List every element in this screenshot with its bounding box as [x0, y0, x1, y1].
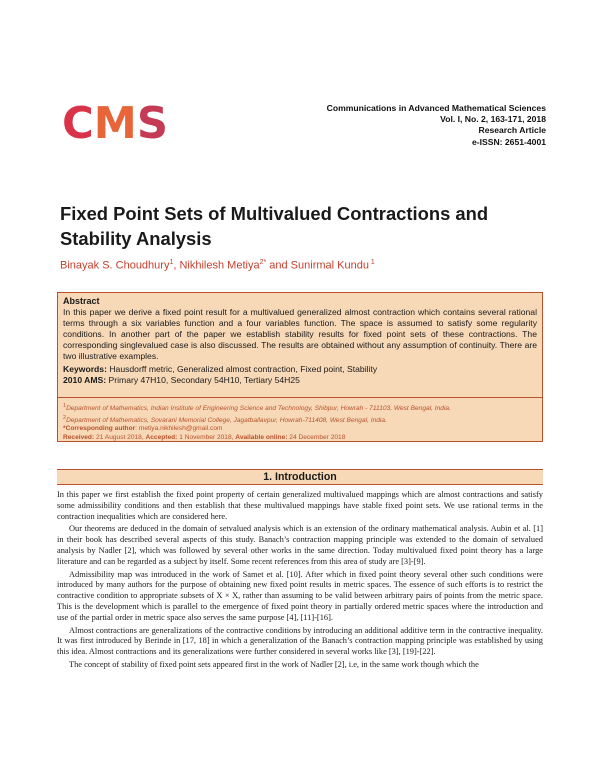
- author-affiliation-mark: 1: [169, 259, 174, 266]
- journal-info: [327, 103, 546, 148]
- abstract-divider: [58, 397, 542, 398]
- abstract-box: [57, 292, 543, 442]
- affiliation-text: Department of Mathematics, Indian Institute of Engineering Science and Technology, Shibpur, Howrah - 711103, West Bengal, India.: [66, 405, 451, 413]
- paper-title: Fixed Point Sets of Multivalued Contractions and Stability Analysis: [60, 203, 489, 249]
- ams-value: Primary 47H10, Secondary 54H10, Tertiary 54H25: [108, 375, 300, 385]
- logo-letter: C: [62, 100, 95, 144]
- section-heading: 1. Introduction: [57, 469, 543, 485]
- article-metadata: [63, 402, 537, 442]
- corresponding-author: [63, 425, 537, 433]
- received-label: Received:: [63, 433, 95, 441]
- keywords-line: [63, 364, 537, 375]
- paragraph: The concept of stability of fixed point sets appeared first in the work of Nadler [2], i.e, in the same work though which the: [69, 659, 479, 669]
- logo-letter: S: [136, 100, 169, 144]
- affiliation-1: [63, 402, 537, 414]
- abstract-text: In this paper we derive a fixed point result for a multivalued generalized almost contraction which contains several rational terms through a six variables function and a four variables function. The space is assumed to satisfy some regularity conditions. In another part of the paper we establish stability results for fixed point sets of these contractions. The corresponding singlevalued case is also discussed. The results are obtained without any assumption of continuity. There are two illustrative examples.: [63, 307, 537, 361]
- affiliation-text: Department of Mathematics, Sovarani Memorial College, Jagatballavpur, Howrah-711408, West Bengal, India.: [66, 416, 387, 424]
- author-affiliation-mark: 2*: [259, 259, 267, 266]
- author-name[interactable]: Sunirmal Kundu: [290, 259, 369, 272]
- received-date: 21 August 2018,: [94, 433, 146, 441]
- author-list: [60, 259, 375, 272]
- affiliation-2: [63, 414, 537, 426]
- paragraph: In this paper we first establish the fixed point property of certain generalized multivalued mappings which are almost contractions and satisfy some admissibility conditions and then establish that these multivalued mappings have stable fixed point sets. We use rational terms in the contraction inequalities which are considered here.: [57, 490, 543, 521]
- journal-volume: Vol. I, No. 2, 163-171, 2018: [440, 114, 546, 125]
- keywords-value: Hausdorff metric, Generalized almost contraction, Fixed point, Stability: [109, 364, 378, 374]
- ams-label: 2010 AMS:: [63, 375, 107, 385]
- article-type: Research Article: [478, 125, 546, 136]
- paragraph: Admissibility map was introduced in the work of Samet et al. [10]. After which in fixed point theory several other such conditions were introduced by many authors for the purpose of obtaining new fixed point results in metric spaces. The essence of such efforts is to restrict the contractive condition to appropriate subsets of X × X, rather than assuming to be valid between arbitrary pairs of points from the metric space. This is the development which is parallel to the emergence of fixed point theory in partially ordered metric spaces where the introduction and use of the partial order in metric space also serves the same purpose [4], [11]-[16].: [57, 569, 543, 622]
- paragraph: Almost contractions are generalizations of the contractive conditions by introducing an additional additive term in the contractive inequality. It was first introduced by Berinde in [17, 18] in which a generalization of the Banach’s contraction mapping principle was established by using this idea. Almost contractions and its generalizations were further considered in several works like [3], [19]-[22].: [57, 625, 543, 657]
- corresponding-label: *Corresponding author: [63, 425, 136, 433]
- author-name[interactable]: Binayak S. Choudhury: [60, 259, 170, 272]
- journal-issn: e-ISSN: 2651-4001: [471, 136, 546, 147]
- logo-text: [62, 100, 168, 144]
- body-text: [57, 490, 543, 673]
- affiliation-mark: 2: [63, 414, 67, 421]
- journal-logo: [62, 100, 170, 144]
- paragraph: Our theorems are deduced in the domain of setvalued analysis which is an extension of the ordinary mathematical analysis. Aubin et al. [1] in their book has described several aspects of this study. Banach’s contraction mapping principle was extended to the domain of setvalued analysis by Nadler [2], which was followed by several other works in the same direction. Today multivalued fixed point theory has a large literature and can be regarded as a subject by itself. Some recent references from this area of study are [3]-[9].: [57, 524, 543, 566]
- dates-line: [63, 434, 537, 442]
- corresponding-email[interactable]: : metiya.nikhilesh@gmail.com: [135, 425, 223, 433]
- ams-line: [63, 375, 537, 386]
- author-separator: and: [266, 259, 291, 272]
- keywords-label: Keywords:: [63, 364, 107, 374]
- author-separator: ,: [173, 259, 180, 272]
- journal-name: Communications in Advanced Mathematical Sciences: [326, 103, 546, 113]
- author-affiliation-mark: 1: [368, 259, 375, 266]
- online-date: 24 December 2018: [287, 433, 346, 441]
- author-name[interactable]: Nikhilesh Metiya: [179, 259, 260, 272]
- abstract-heading: Abstract: [63, 296, 100, 306]
- accepted-label: Accepted:: [145, 433, 178, 441]
- affiliation-mark: 1: [63, 403, 67, 409]
- online-label: Available online:: [235, 433, 288, 441]
- accepted-date: 1 November 2018,: [177, 433, 236, 441]
- logo-letter: M: [93, 100, 138, 144]
